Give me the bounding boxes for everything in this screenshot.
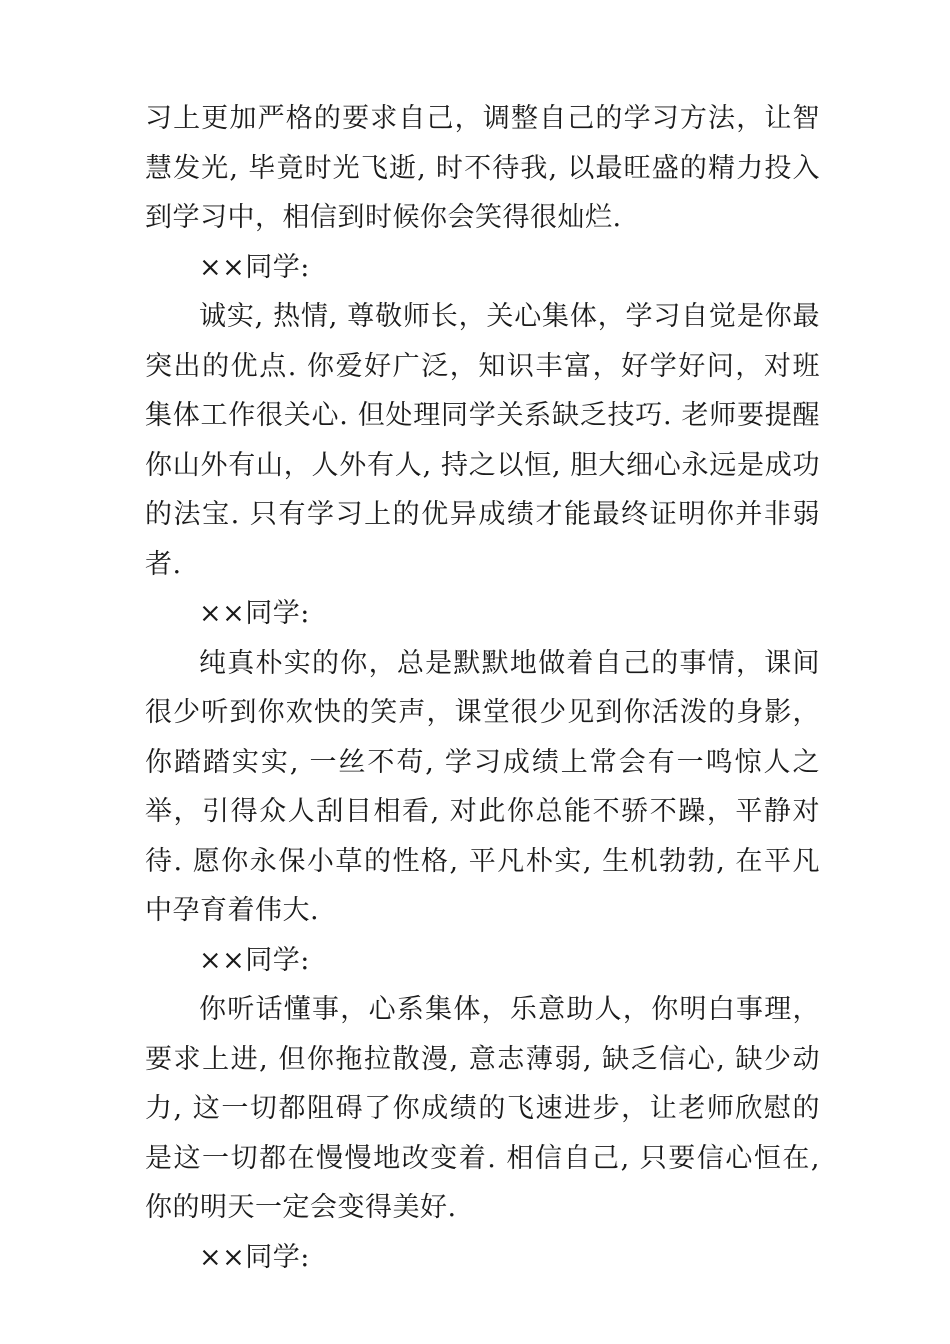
paragraph: 你听话懂事，心系集体，乐意助人，你明白事理，要求上进, 但你拖拉散漫, 意志薄弱, 缺乏信心, 缺少动力, 这一切都阻碍了你成绩的飞速进步，让老师欣慰的是这一切都在慢慢地改变着. 相信自己, 只要信心恒在, 你的明天一定会变得美好. <box>145 994 820 1223</box>
paragraph: 诚实, 热情, 尊敬师长，关心集体，学习自觉是你最突出的优点. 你爱好广泛，知识丰富，好学好问，对班集体工作很关心. 但处理同学关系缺乏技巧. 老师要提醒你山外有山，人外有人, 持之以恒, 胆大细心永远是成功的法宝. 只有学习上的优异成绩才能最终证明你并非弱者. <box>145 301 820 580</box>
salutation: ××同学: <box>199 598 310 629</box>
document-body <box>145 94 820 1282</box>
salutation: ××同学: <box>199 251 310 283</box>
paragraph-continuation: 习上更加严格的要求自己，调整自己的学习方法，让智慧发光, 毕竟时光飞逝, 时不待我, 以最旺盛的精力投入到学习中，相信到时候你会笑得很灿烂. <box>145 103 820 233</box>
paragraph: 纯真朴实的你，总是默默地做着自己的事情，课间很少听到你欢快的笑声，课堂很少见到你活泼的身影，你踏踏实实, 一丝不苟, 学习成绩上常会有一鸣惊人之举，引得众人刮目相看, 对此你总能不骄不躁，平静对待. 愿你永保小草的性格, 平凡朴实, 生机勃勃, 在平凡中孕育着伟大. <box>145 647 820 926</box>
salutation: ××同学: <box>199 1241 310 1273</box>
salutation: ××同学: <box>199 944 310 976</box>
